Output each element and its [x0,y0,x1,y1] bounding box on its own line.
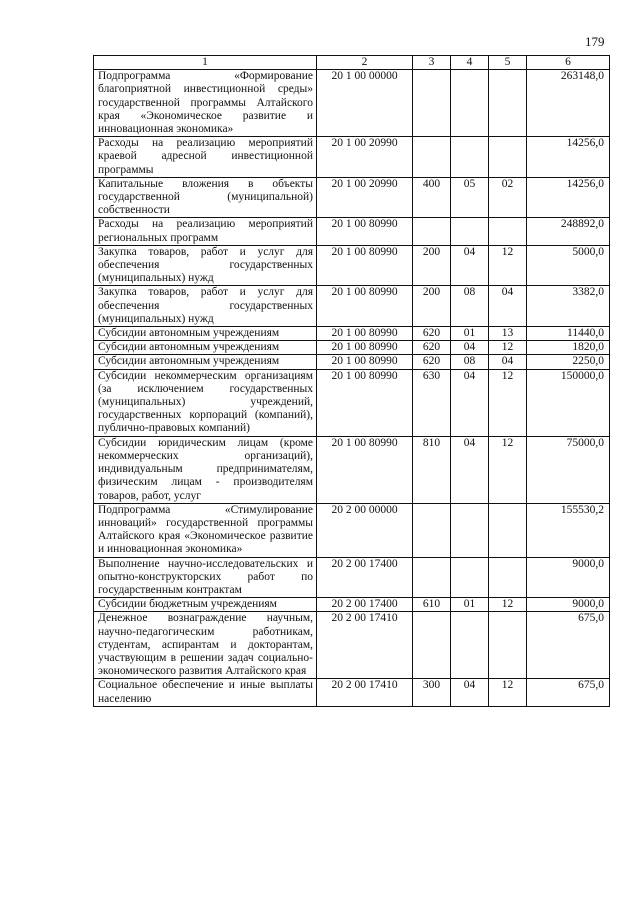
row-code: 20 2 00 17400 [317,557,413,598]
row-code: 20 2 00 17400 [317,598,413,612]
row-vr: 300 [413,679,451,706]
header-col-2: 2 [317,56,413,70]
table-row [94,137,610,178]
row-code: 20 1 00 80990 [317,355,413,369]
row-pr [489,218,527,245]
row-name: Денежное вознаграждение научным, научно-педагогическим работникам, студентам, аспирантам и докторантам, участвующим в решении задач социально-экономического развития Алтайского края [94,612,317,679]
row-name: Расходы на реализацию мероприятий краевой адресной инвестиционной программы [94,137,317,178]
row-pr [489,137,527,178]
row-rz: 04 [451,679,489,706]
row-rz: 04 [451,369,489,436]
row-name: Закупка товаров, работ и услуг для обеспечения государственных (муниципальных) нужд [94,286,317,327]
row-rz [451,503,489,557]
budget-table [93,55,610,707]
table-row [94,341,610,355]
row-vr [413,218,451,245]
row-rz [451,70,489,137]
row-sum: 675,0 [527,612,610,679]
row-name: Субсидии автономным учреждениям [94,327,317,341]
row-sum: 5000,0 [527,245,610,286]
table-row [94,557,610,598]
row-sum: 675,0 [527,679,610,706]
table-row [94,436,610,503]
row-pr [489,612,527,679]
row-code: 20 1 00 80990 [317,327,413,341]
row-vr: 620 [413,327,451,341]
page-number: 179 [585,34,605,49]
row-code: 20 1 00 20990 [317,177,413,218]
row-rz: 08 [451,286,489,327]
row-sum: 14256,0 [527,177,610,218]
row-code: 20 1 00 80990 [317,286,413,327]
row-vr [413,70,451,137]
row-name: Субсидии автономным учреждениям [94,355,317,369]
row-code: 20 1 00 80990 [317,245,413,286]
row-pr [489,70,527,137]
row-vr: 810 [413,436,451,503]
row-code: 20 1 00 20990 [317,137,413,178]
row-name: Выполнение научно-исследовательских и опытно-конструкторских работ по государственным контрактам [94,557,317,598]
row-sum: 150000,0 [527,369,610,436]
row-name: Социальное обеспечение и иные выплаты населению [94,679,317,706]
row-pr [489,503,527,557]
row-pr: 12 [489,369,527,436]
row-name: Субсидии юридическим лицам (кроме некоммерческих организаций), индивидуальным предпринимателям, физическим лицам - производителям товаров, работ, услуг [94,436,317,503]
row-sum: 155530,2 [527,503,610,557]
row-sum: 1820,0 [527,341,610,355]
row-pr: 13 [489,327,527,341]
header-col-4: 4 [451,56,489,70]
row-vr [413,557,451,598]
row-pr: 12 [489,436,527,503]
row-rz [451,557,489,598]
table-row [94,355,610,369]
row-code: 20 2 00 00000 [317,503,413,557]
row-sum: 9000,0 [527,557,610,598]
row-sum: 248892,0 [527,218,610,245]
row-vr: 620 [413,355,451,369]
row-rz: 08 [451,355,489,369]
header-col-3: 3 [413,56,451,70]
header-col-5: 5 [489,56,527,70]
row-name: Субсидии бюджетным учреждениям [94,598,317,612]
row-name: Субсидии автономным учреждениям [94,341,317,355]
table-row [94,245,610,286]
row-sum: 75000,0 [527,436,610,503]
row-name: Субсидии некоммерческим организациям (за исключением государственных (муниципальных) учреждений, государственных корпораций (компаний), публично-правовых компаний) [94,369,317,436]
table-row [94,598,610,612]
row-vr: 200 [413,245,451,286]
row-name: Капитальные вложения в объекты государственной (муниципальной) собственности [94,177,317,218]
table-row [94,369,610,436]
row-rz: 01 [451,327,489,341]
table-row [94,679,610,706]
row-vr: 610 [413,598,451,612]
row-vr: 620 [413,341,451,355]
row-rz: 05 [451,177,489,218]
row-rz: 04 [451,245,489,286]
row-rz: 04 [451,436,489,503]
row-rz: 01 [451,598,489,612]
row-code: 20 1 00 80990 [317,341,413,355]
row-rz [451,137,489,178]
row-sum: 14256,0 [527,137,610,178]
row-pr: 12 [489,679,527,706]
table-row [94,327,610,341]
table-row [94,70,610,137]
header-col-1: 1 [94,56,317,70]
row-sum: 2250,0 [527,355,610,369]
row-code: 20 2 00 17410 [317,679,413,706]
row-rz [451,218,489,245]
row-vr [413,503,451,557]
row-pr: 12 [489,341,527,355]
row-rz [451,612,489,679]
row-code: 20 1 00 80990 [317,369,413,436]
row-sum: 9000,0 [527,598,610,612]
row-rz: 04 [451,341,489,355]
row-pr: 12 [489,598,527,612]
row-vr [413,137,451,178]
header-col-6: 6 [527,56,610,70]
row-pr: 04 [489,355,527,369]
row-code: 20 1 00 80990 [317,436,413,503]
row-vr: 400 [413,177,451,218]
row-sum: 263148,0 [527,70,610,137]
row-name: Расходы на реализацию мероприятий региональных программ [94,218,317,245]
row-pr: 02 [489,177,527,218]
table-row [94,612,610,679]
row-name: Подпрограмма «Формирование благоприятной инвестиционной среды» государственной программы Алтайского края «Экономическое развитие и инновационная экономика» [94,70,317,137]
row-code: 20 1 00 00000 [317,70,413,137]
row-name: Закупка товаров, работ и услуг для обеспечения государственных (муниципальных) нужд [94,245,317,286]
table-row [94,218,610,245]
row-vr: 200 [413,286,451,327]
row-vr: 630 [413,369,451,436]
table-row [94,503,610,557]
table-row [94,177,610,218]
row-pr [489,557,527,598]
row-sum: 3382,0 [527,286,610,327]
row-pr: 04 [489,286,527,327]
row-name: Подпрограмма «Стимулирование инноваций» государственной программы Алтайского края «Экономическое развитие и инновационная экономика» [94,503,317,557]
row-pr: 12 [489,245,527,286]
table-header-row [94,56,610,70]
row-vr [413,612,451,679]
row-sum: 11440,0 [527,327,610,341]
table-row [94,286,610,327]
row-code: 20 1 00 80990 [317,218,413,245]
row-code: 20 2 00 17410 [317,612,413,679]
